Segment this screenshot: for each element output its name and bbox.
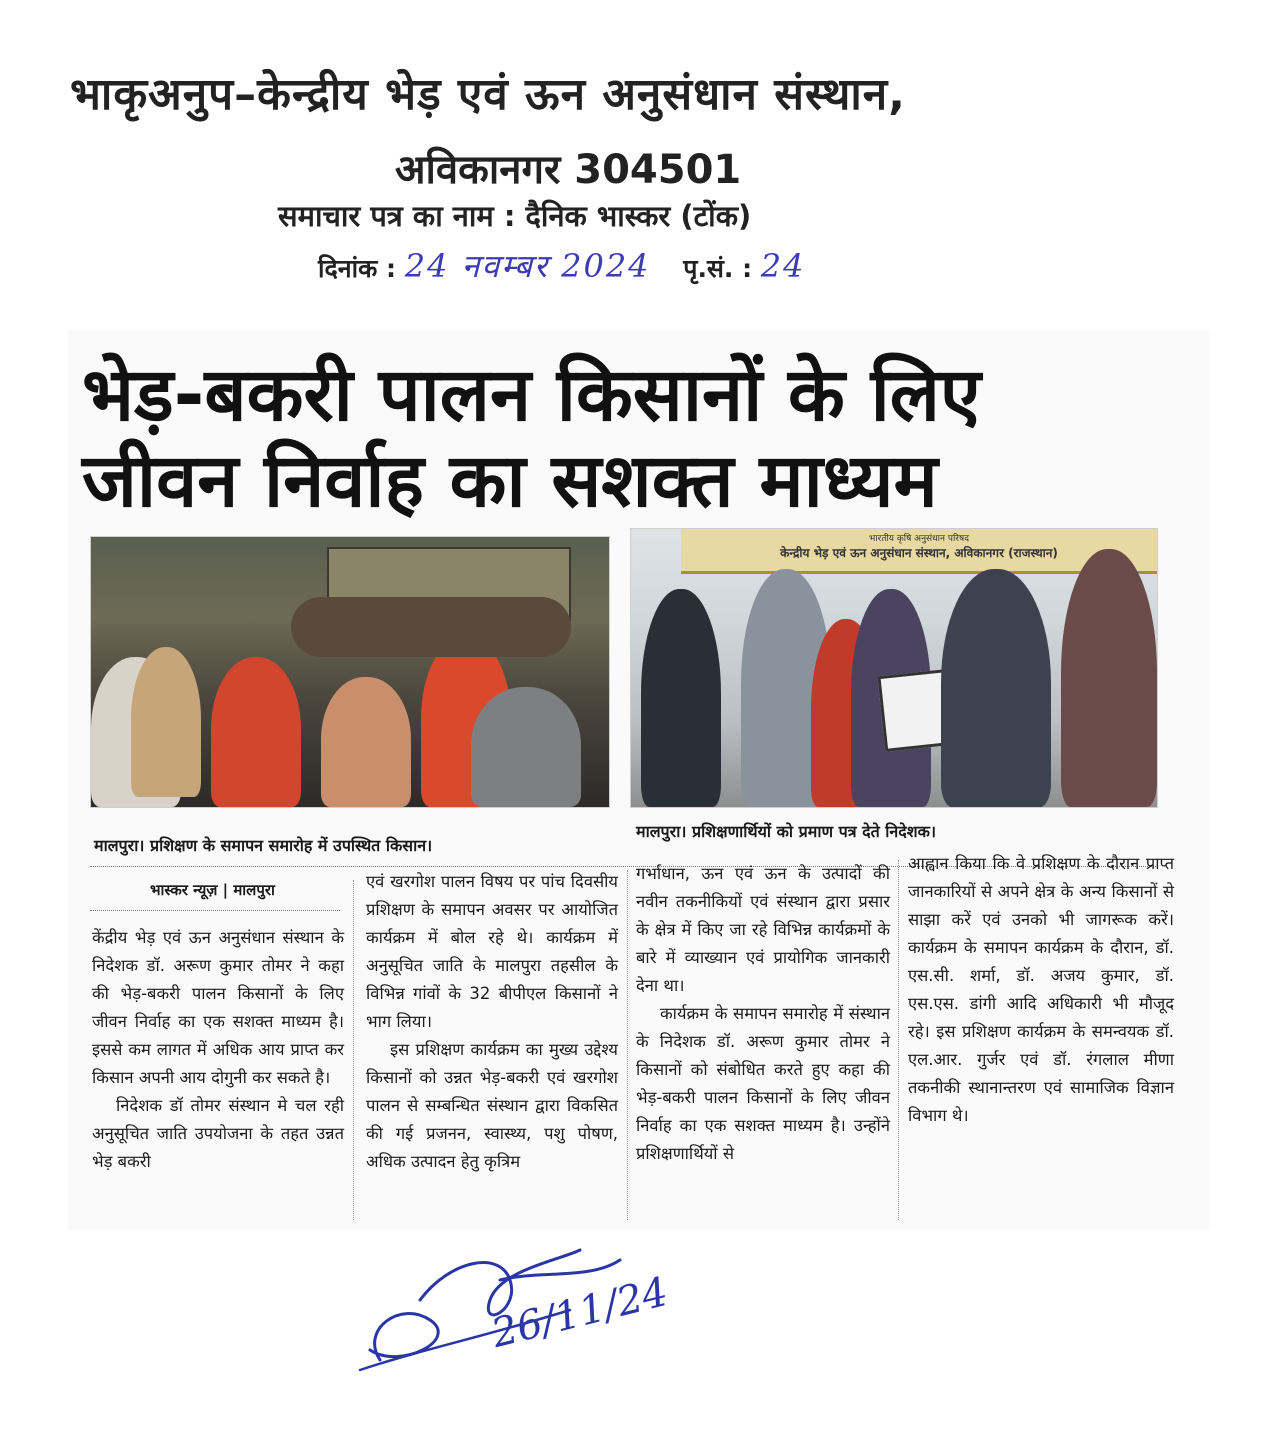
article-column-3 [636,860,890,1168]
column-divider [353,880,354,1220]
paragraph: एवं खरगोश पालन विषय पर पांच दिवसीय प्रशिक्षण के समापन अवसर पर आयोजित कार्यक्रम में बोल रहे थे। कार्यक्रम में अनुसूचित जाति के मालपुरा तहसील के विभिन्न गांवों के 32 बीपीएल किसानों ने भाग लिया। [366,872,618,1031]
banner-line-1: भारतीय कृषि अनुसंधान परिषद [869,534,969,544]
paragraph: आह्वान किया कि वे प्रशिक्षण के दौरान प्राप्त जानकारियों से अपने क्षेत्र के अन्य किसानों से साझा करें एवं उनको भी जागरूक करें। कार्यक्रम के समापन कार्यक्रम के दौरान, डॉ. एस.सी. शर्मा, डॉ. अजय कुमार, डॉ. एस.एस. डांगी आदि अधिकारी भी मौजूद रहे। इस प्रशिक्षण कार्यक्रम के समन्वयक डॉ. एल.आर. गुर्जर एवं डॉ. रंगलाल मीणा तकनीकी स्थानान्तरण एवं सामाजिक विज्ञान विभाग थे। [908,854,1174,1125]
article-column-1 [92,924,344,1176]
byline-divider [90,910,340,911]
article-headline [82,352,1192,524]
column-divider [627,870,628,1220]
byline: भास्कर न्यूज़ | मालपुरा [150,881,275,899]
person [321,677,411,807]
photo-left-caption: मालपुरा। प्रशिक्षण के समापन समारोह में उपस्थित किसान। [94,836,433,855]
paragraph: इस प्रशिक्षण कार्यक्रम का मुख्य उद्देश्य किसानों को उन्नत भेड़-बकरी एवं खरगोश पालन से सम्बन्धित संस्थान द्वारा विकसित की गई प्रजनन, स्वास्थ्य, पशु पोषण, अधिक उत्पादन हेतु कृत्रिम [366,1040,618,1171]
article-column-4 [908,850,1174,1130]
paragraph: केंद्रीय भेड़ एवं ऊन अनुसंधान संस्थान के निदेशक डॉ. अरूण कुमार तोमर ने कहा की भेड़-बकरी पालन किसानों के लिए जीवन निर्वाह का एक सशक्त माध्यम है। इससे कम लागत में अधिक आय प्राप्त कर किसान अपनी आय दोगुनी कर सकते है। [92,928,344,1087]
page-label: पृ.सं. : [683,254,753,283]
person [131,647,201,797]
photo-trainees [90,536,610,808]
column-divider [898,860,899,1220]
newspaper-name: समाचार पत्र का नाम : दैनिक भास्कर (टोंक) [278,199,752,233]
date-page-row [318,244,1018,304]
institute-address: अविकानगर 304501 [395,147,742,193]
person [1061,549,1157,807]
photo-right-caption: मालपुरा। प्रशिक्षणार्थियों को प्रमाण पत्र देते निदेशक। [636,822,937,841]
paragraph: कार्यक्रम के समापन समारोह में संस्थान के निदेशक डॉ. अरूण कुमार तोमर ने किसानों को संबोधित करते हुए कहा की भेड़-बकरी पालन किसानों के लिए जीवन निर्वाह का एक सशक्त माध्यम है। उन्होंने प्रशिक्षणार्थियों से [636,1004,890,1163]
person [471,687,581,807]
headline-line-1: भेड़-बकरी पालन किसानों के लिए [82,352,981,438]
date-value: 24 नवम्बर 2024 [404,247,651,285]
back-rows [291,597,571,657]
photo-certificate-ceremony [630,528,1158,808]
banner-line-2: केन्द्रीय भेड़ एवं ऊन अनुसंधान संस्थान, अविकानगर (राजस्थान) [780,546,1058,560]
person [641,589,721,807]
paragraph: गर्भाधान, ऊन एवं ऊन के उत्पादों की नवीन तकनीकियों एवं संस्थान द्वारा प्रसार के क्षेत्र में किए जा रहे विभिन्न कार्यक्रमों के बारे में व्याख्यान एवं प्रायोगिक जानकारी देना था। [636,864,890,995]
page-value: 24 [760,247,806,285]
article-column-2 [366,868,618,1176]
headline-line-2: जीवन निर्वाह का सशक्त माध्यम [82,438,938,524]
person [941,569,1051,807]
date-label: दिनांक : [318,254,397,283]
paragraph: निदेशक डॉ तोमर संस्थान मे चल रही अनुसूचित जाति उपयोजना के तहत उन्नत भेड़ बकरी [92,1096,344,1171]
institute-name: भाकृअनुप–केन्द्रीय भेड़ एवं ऊन अनुसंधान संस्थान, [70,69,906,120]
person [211,657,301,807]
signature-date: 26/11/24 [487,1268,673,1358]
